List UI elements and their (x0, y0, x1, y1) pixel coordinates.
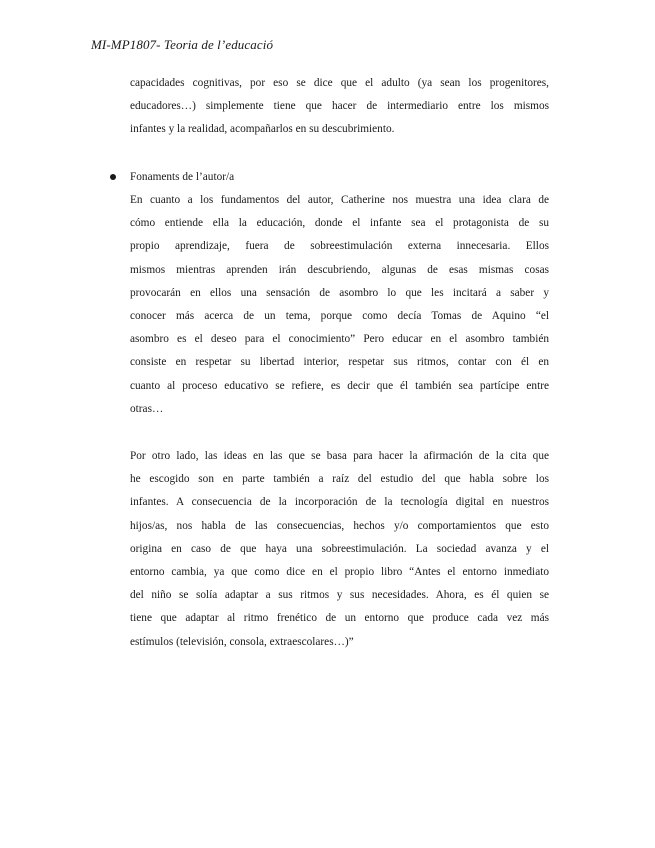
text-line: educadores…) simplemente tiene que hacer de intermediario entre los mismos (130, 100, 549, 113)
paragraph-continuation (130, 72, 549, 142)
text-line: infantes. A consecuencia de la incorporación de la tecnología digital en nuestros (130, 496, 549, 509)
text-line: entorno cambia, ya que como dice en el propio libro “Antes el entorno inmediato (130, 565, 549, 578)
text-line: hijos/as, nos habla de las consecuencias, hechos y/o comportamientos que esto (130, 519, 549, 532)
text-line: del niño se solía adaptar a sus ritmos y sus necesidades. Ahora, es él quien se (130, 589, 549, 602)
bullet-dot-icon (110, 174, 116, 180)
text-line: otras… (130, 402, 164, 415)
paragraph-otro-lado (130, 445, 549, 654)
text-line: tiene que adaptar al ritmo frenético de un entorno que produce cada vez más (130, 612, 549, 625)
page-header-title: MI-MP1807- Teoria de l’educació (91, 37, 274, 52)
text-line: provocarán en ellos una sensación de asombro lo que les incitará a saber y (130, 286, 549, 299)
text-line: Por otro lado, las ideas en las que se basa para hacer la afirmación de la cita que (130, 450, 549, 462)
bullet-label: Fonaments de l’autor/a (130, 171, 235, 183)
text-line: cuanto al proceso educativo se refiere, es decir que él también sea partícipe entre (130, 379, 549, 392)
text-line: En cuanto a los fundamentos del autor, Catherine nos muestra una idea clara de (130, 194, 549, 206)
text-line: propio aprendizaje, fuera de sobreestimulación externa innecesaria. Ellos (130, 240, 549, 253)
text-line: mismos mientras aprenden irán descubriendo, algunas de esas mismas cosas (130, 263, 549, 276)
text-line: conocer más acerca de un tema, porque como decía Tomas de Aquino “el (130, 309, 549, 322)
text-line: estímulos (televisión, consola, extraescolares…)” (130, 635, 354, 648)
text-line: capacidades cognitivas, por eso se dice que el adulto (ya sean los progenitores, (130, 77, 549, 89)
text-line: cómo entiende ella la educación, donde el infante sea el protagonista de su (130, 217, 549, 230)
text-line: asombro es el deseo para el conocimiento” Pero educar en el asombro también (130, 333, 549, 346)
text-line: origina en caso de que haya una sobreestimulación. La sociedad avanza y el (130, 542, 549, 555)
text-line: he escogido son en parte también a raíz del estudio del que habla sobre los (130, 473, 549, 486)
paragraph-fundamentos (130, 189, 549, 421)
text-line: consiste en respetar su libertad interior, respetar sus ritmos, contar con él en (130, 356, 549, 369)
text-line: infantes y la realidad, acompañarlos en su descubrimiento. (130, 123, 395, 136)
